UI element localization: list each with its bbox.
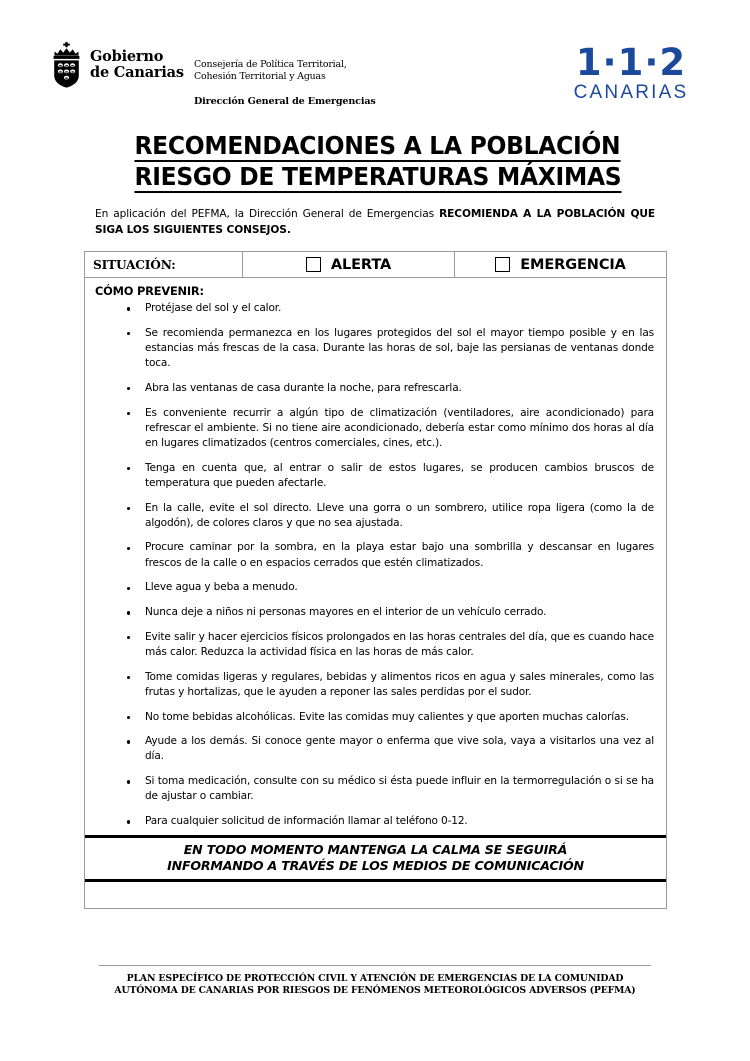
intro-normal-text: En aplicación del PEFMA, la Dirección General de Emergencias (95, 208, 440, 220)
alerta-label: ALERTA (330, 256, 392, 273)
gobierno-de-canarias-wordmark (90, 49, 184, 82)
consejeria-line-2: Cohesión Territorial y Aguas (194, 70, 326, 82)
intro-paragraph (95, 207, 655, 238)
list-item: Lleve agua y beba a menudo. (95, 580, 656, 595)
footer-line-1: PLAN ESPECÍFICO DE PROTECCIÓN CIVIL Y ATENCIÓN DE EMERGENCIAS DE LA COMUNIDAD (126, 973, 624, 984)
list-item: Si toma medicación, consulte con su médico si ésta puede influir en la termorregulación o si se ha de ajustar o cambiar. (95, 774, 656, 804)
page-title-line-1: RECOMENDACIONES A LA POBLACIÓN (134, 131, 621, 160)
list-item: Ayude a los demás. Si conoce gente mayor o enferma que vive sola, vaya a visitarlos una vez al día. (95, 734, 656, 764)
empty-box-row (85, 882, 666, 908)
situacion-option-alerta[interactable] (243, 252, 455, 277)
list-item: Procure caminar por la sombra, en la playa estar bajo una sombrilla y descansar en lugares frescos de la calle o en espacios cerrados que estén climatizados. (95, 540, 656, 570)
emergency-112-logo (557, 41, 705, 103)
list-item: Tenga en cuenta que, al entrar o salir de estos lugares, se producen cambios bruscos de temperatura que pueden afectarle. (95, 461, 656, 491)
list-item: Evite salir y hacer ejercicios físicos prolongados en las horas centrales del día, que es cuando hace más calor. Reduzca la actividad física en las horas de más calor. (95, 630, 656, 660)
list-item: Abra las ventanas de casa durante la noche, para refrescarla. (95, 381, 656, 396)
page-title-line-2: RIESGO DE TEMPERATURAS MÁXIMAS (134, 162, 621, 191)
consejeria-text (194, 59, 347, 82)
list-item: Protéjase del sol y el calor. (95, 301, 656, 316)
page-title (50, 131, 705, 193)
footer-text (99, 973, 651, 998)
prevention-section (85, 278, 666, 835)
list-item: En la calle, evite el sol directo. Lleve una gorra o un sombrero, utilice ropa ligera (como la de algodón), de colores claros y que no sea ajustada. (95, 501, 656, 531)
situacion-option-emergencia[interactable] (455, 252, 666, 277)
emergencia-label: EMERGENCIA (520, 256, 626, 273)
gobierno-line-1: Gobierno (90, 47, 164, 65)
logo-112-number: 1·1·2 (575, 41, 687, 84)
document-header (50, 42, 705, 110)
document-footer (99, 965, 651, 998)
tips-list (95, 301, 656, 829)
calm-message-banner (85, 835, 666, 882)
emergencia-checkbox[interactable] (495, 257, 510, 272)
alerta-checkbox[interactable] (306, 257, 321, 272)
gobierno-line-2: de Canarias (90, 64, 184, 81)
situacion-row (85, 252, 666, 278)
gobierno-de-canarias-logo (50, 42, 184, 88)
list-item: No tome bebidas alcohólicas. Evite las comidas muy calientes y que aporten muchas calorías. (95, 710, 656, 725)
canary-islands-coat-of-arms-icon (50, 42, 83, 88)
banner-line-2: INFORMANDO A TRAVÉS DE LOS MEDIOS DE COMUNICACIÓN (167, 858, 584, 874)
recommendations-box (84, 251, 667, 909)
list-item: Es conveniente recurrir a algún tipo de climatización (ventiladores, aire acondicionado) para refrescar el ambiente. Si no tiene aire acondicionado, debería estar como mínimo dos horas al día en lugares climatizados (centros comerciales, cines, etc.). (95, 406, 656, 452)
list-item: Se recomienda permanezca en los lugares protegidos del sol el mayor tiempo posible y en las estancias más frescas de la casa. Durante las horas de sol, baje las persianas de ventanas donde toca. (95, 326, 656, 372)
consejeria-line-1: Consejería de Política Territorial, (194, 59, 347, 70)
intro-bold-text: RECOMIENDA A LA POBLACIÓN QUE SIGA LOS SIGUIENTES CONSEJOS. (95, 208, 655, 236)
list-item: Para cualquier solicitud de información llamar al teléfono 0-12. (95, 814, 656, 829)
logo-112-subtitle: CANARIAS (573, 82, 689, 103)
footer-line-2: AUTÓNOMA DE CANARIAS POR RIESGOS DE FENÓMENOS METEOROLÓGICOS ADVERSOS (PEFMA) (114, 985, 636, 997)
list-item: Nunca deje a niños ni personas mayores en el interior de un vehículo cerrado. (95, 605, 656, 620)
direccion-general-emergencias-text: Dirección General de Emergencias (194, 96, 376, 107)
section-heading: CÓMO PREVENIR: (95, 284, 204, 298)
banner-line-1: EN TODO MOMENTO MANTENGA LA CALMA SE SEGUIRÁ (183, 842, 568, 858)
footer-divider (99, 965, 651, 966)
list-item: Tome comidas ligeras y regulares, bebidas y alimentos ricos en agua y sales minerales, como las frutas y hortalizas, que le ayuden a reponer las sales perdidas por el sudor. (95, 670, 656, 700)
situacion-label: SITUACIÓN: (85, 252, 243, 277)
